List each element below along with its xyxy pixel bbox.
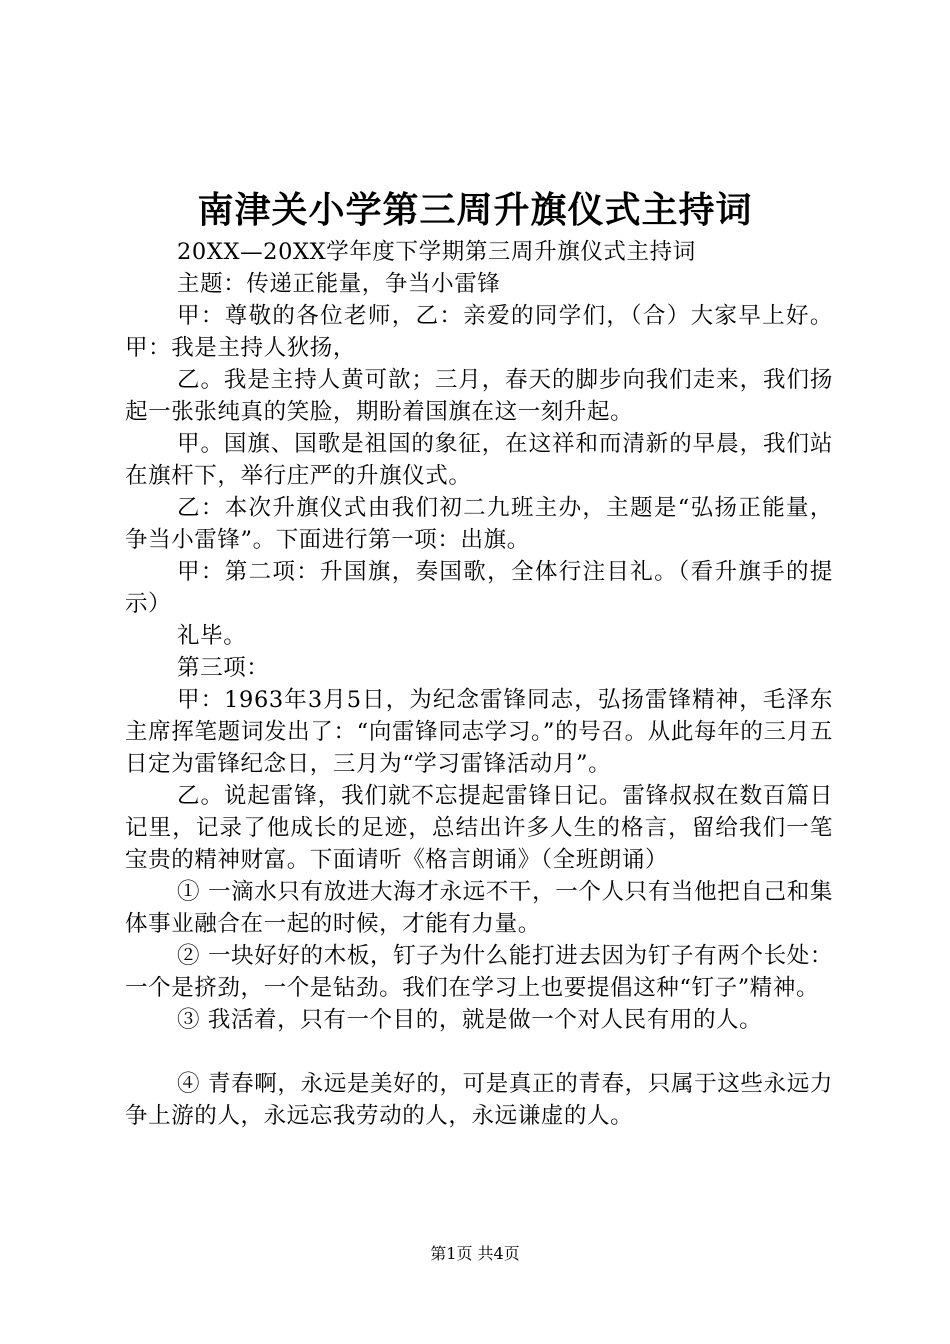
paragraph: 乙。我是主持人黄可歆；三月，春天的脚步向我们走来，我们扬起一张张纯真的笑脸，期盼着国旗在这一刻升起。	[125, 367, 833, 425]
paragraph: 甲：1963年3月5日，为纪念雷锋同志，弘扬雷锋精神，毛泽东主席挥笔题词发出了：“向雷锋同志学习。”的号召。从此每年的三月五日定为雷锋纪念日，三月为“学习雷锋活动月”。	[125, 687, 833, 777]
motto-item: ① 一滴水只有放进大海才永远不干，一个人只有当他把自己和集体事业融合在一起的时候，才能有力量。	[125, 879, 833, 937]
document-title: 南津关小学第三周升旗仪式主持词	[197, 189, 753, 231]
paragraph: 甲。国旗、国歌是祖国的象征，在这祥和而清新的早晨，我们站在旗杆下，举行庄严的升旗仪式。	[125, 431, 833, 489]
paragraph-theme: 主题：传递正能量，争当小雷锋	[177, 271, 501, 297]
paragraph: 甲：尊敬的各位老师，乙：亲爱的同学们，（合）大家早上好。甲：我是主持人狄扬，	[125, 303, 833, 361]
motto-item: ③ 我活着，只有一个目的，就是做一个对人民有用的人。	[177, 1007, 763, 1033]
motto-item: ④ 青春啊，永远是美好的，可是真正的青春，只属于这些永远力争上游的人，永远忘我劳动的人，永远谦虚的人。	[125, 1071, 833, 1129]
paragraph-subtitle: 20XX—20XX学年度下学期第三周升旗仪式主持词	[177, 239, 696, 265]
paragraph: 第三项：	[177, 655, 270, 681]
paragraph: 礼毕。	[177, 623, 247, 649]
motto-item: ② 一块好好的木板，钉子为什么能打进去因为钉子有两个长处：一个是挤劲，一个是钻劲。我们在学习上也要提倡这种“钉子”精神。	[125, 943, 833, 1001]
paragraph: 乙。说起雷锋，我们就不忘提起雷锋日记。雷锋叔叔在数百篇日记里，记录了他成长的足迹，总结出许多人生的格言，留给我们一笔宝贵的精神财富。下面请听《格言朗诵》（全班朗诵）	[125, 783, 833, 873]
paragraph: 乙：本次升旗仪式由我们初二九班主办，主题是“弘扬正能量，争当小雷锋”。下面进行第一项：出旗。	[125, 495, 833, 553]
paragraph: 甲：第二项：升国旗，奏国歌，全体行注目礼。（看升旗手的提示）	[125, 559, 833, 617]
page-footer: 第1页 共4页	[430, 1244, 520, 1263]
document-body	[125, 236, 833, 1132]
